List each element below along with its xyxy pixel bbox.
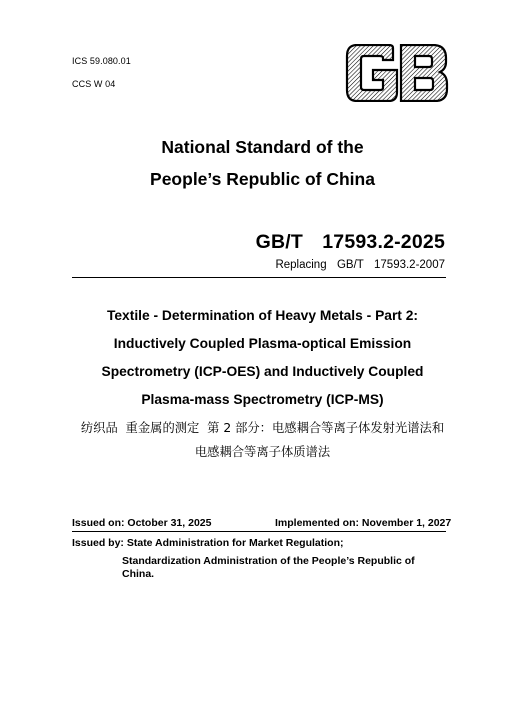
top-divider	[72, 277, 446, 278]
bottom-divider	[72, 531, 446, 532]
gb-logo	[345, 44, 449, 102]
replacing-note: Replacing GB/T 17593.2-2007	[275, 259, 445, 271]
ics-code: ICS 59.080.01	[72, 56, 131, 66]
issued-date: Issued on: October 31, 2025	[72, 517, 212, 529]
heading-line-1: National Standard of the	[161, 137, 364, 157]
chinese-title-line-1: 纺织品 重金属的测定 第 2 部分：电感耦合等离子体发射光谱法和	[80, 421, 445, 435]
english-title-line-3: Spectrometry (ICP-OES) and Inductively Coupled	[101, 364, 424, 379]
ccs-code: CCS W 04	[72, 79, 116, 89]
heading-line-2: People’s Republic of China	[150, 169, 375, 189]
english-title-line-2: Inductively Coupled Plasma-optical Emission	[113, 336, 412, 351]
standard-number: GB/T 17593.2-2025	[255, 231, 445, 253]
gb-logo-b-shape	[401, 45, 447, 101]
english-title-line-4: Plasma-mass Spectrometry (ICP-MS)	[141, 392, 384, 407]
gb-logo-g-shape	[347, 45, 397, 101]
chinese-title-line-2: 电感耦合等离子体质谱法	[194, 445, 331, 459]
issuer-line-2: Standardization Administration of the People’s Republic of China.	[122, 555, 415, 580]
issuer-line-1: Issued by: State Administration for Market Regulation;	[72, 537, 344, 549]
implemented-date: Implemented on: November 1, 2027	[275, 517, 452, 529]
english-title-line-1: Textile - Determination of Heavy Metals - Part 2:	[106, 308, 419, 323]
